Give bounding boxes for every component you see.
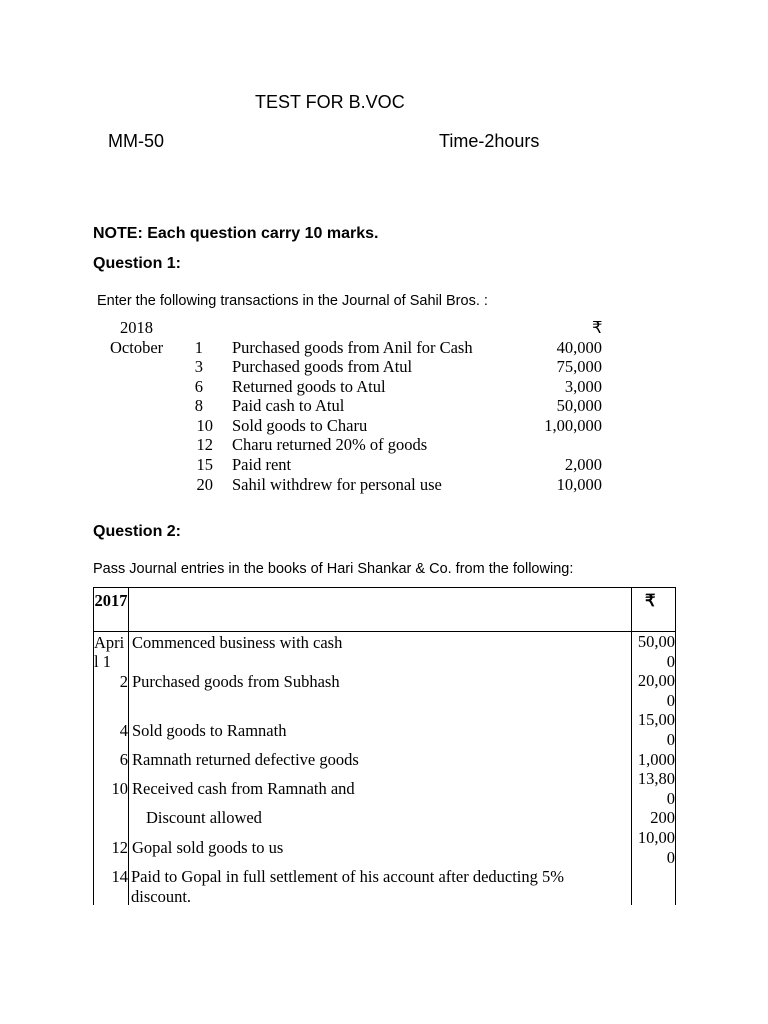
q1-day: 20 [196,475,213,494]
table-border-top [93,587,676,588]
q1-amount: 2,000 [564,455,602,474]
q1-amount: 50,000 [556,396,602,415]
q1-day: 6 [194,377,203,396]
q2-particulars: Ramnath returned defective goods [132,750,359,769]
time-allowed: Time-2hours [439,131,540,151]
q2-amount: 50,000 [637,632,675,671]
table-header-divider [93,631,676,632]
q1-amount: 10,000 [556,475,602,494]
q2-date: 14 [111,867,128,886]
q1-transaction-row [0,435,768,455]
q2-date: 10 [111,779,128,798]
q1-particulars: Paid rent [232,455,292,474]
q2-amount: 15,000 [637,710,675,749]
question-2-heading: Question 2: [93,523,182,540]
q1-header-row [0,318,768,338]
question-1-instruction: Enter the following transactions in the Journal of Sahil Bros. : [97,293,488,309]
marks-note: NOTE: Each question carry 10 marks. [93,225,379,242]
test-title: TEST FOR B.VOC [255,92,405,112]
q2-particulars: Commenced business with cash [132,633,343,652]
q2-particulars: Paid to Gopal in full settlement of his account after deducting 5% discount. [131,867,565,906]
q2-date: 6 [119,750,128,769]
q2-amount: 13,800 [637,769,675,808]
q1-day: 12 [196,435,213,454]
max-marks: MM-50 [108,131,165,151]
q1-particulars: Charu returned 20% of goods [232,435,428,454]
q1-transaction-row [0,338,768,358]
q2-currency-symbol: ₹ [645,591,656,610]
q1-particulars: Sold goods to Charu [232,416,368,435]
q1-particulars: Sahil withdrew for personal use [232,475,442,494]
question-1-heading: Question 1: [93,255,182,272]
q1-amount: 75,000 [556,357,602,376]
table-border-right [675,587,676,905]
q2-date: 2 [119,672,128,691]
q2-amount: 20,000 [637,671,675,710]
q2-date: 12 [111,838,128,857]
q1-currency-symbol: ₹ [592,318,603,337]
q2-date: 4 [119,721,128,740]
q1-transaction-row [0,475,768,495]
q2-amount: 1,000 [637,750,675,769]
q2-amount: 200 [650,808,675,827]
question-2-instruction: Pass Journal entries in the books of Hari Shankar & Co. from the following: [93,561,574,577]
q2-particulars: Gopal sold goods to us [132,838,284,857]
q1-transaction-row [0,396,768,416]
q1-amount: 3,000 [564,377,602,396]
q1-day: 1 [194,338,203,357]
q2-particulars: Sold goods to Ramnath [132,721,287,740]
q1-particulars: Purchased goods from Anil for Cash [232,338,473,357]
q1-day: 3 [194,357,203,376]
q1-transaction-row [0,455,768,475]
q1-amount: 40,000 [556,338,602,357]
q1-day: 8 [194,396,203,415]
q1-day: 15 [196,455,213,474]
q1-particulars: Returned goods to Atul [232,377,386,396]
q1-transaction-row [0,377,768,397]
q1-transaction-row [0,357,768,377]
q2-particulars: Purchased goods from Subhash [132,672,340,691]
q2-amount: 10,000 [637,828,675,867]
q2-date: April 1 [94,633,125,671]
q1-transaction-row [0,416,768,436]
q1-particulars: Paid cash to Atul [232,396,345,415]
question-2-table [93,587,676,905]
q1-year: 2018 [120,318,153,337]
q2-particulars: Received cash from Ramnath and [132,779,355,798]
q1-amount: 1,00,000 [544,416,602,435]
table-column-divider [128,587,129,905]
q1-month: October [110,338,164,357]
q2-year: 2017 [94,591,128,610]
q1-particulars: Purchased goods from Atul [232,357,413,376]
q2-particulars: Discount allowed [146,808,262,827]
q1-day: 10 [196,416,213,435]
